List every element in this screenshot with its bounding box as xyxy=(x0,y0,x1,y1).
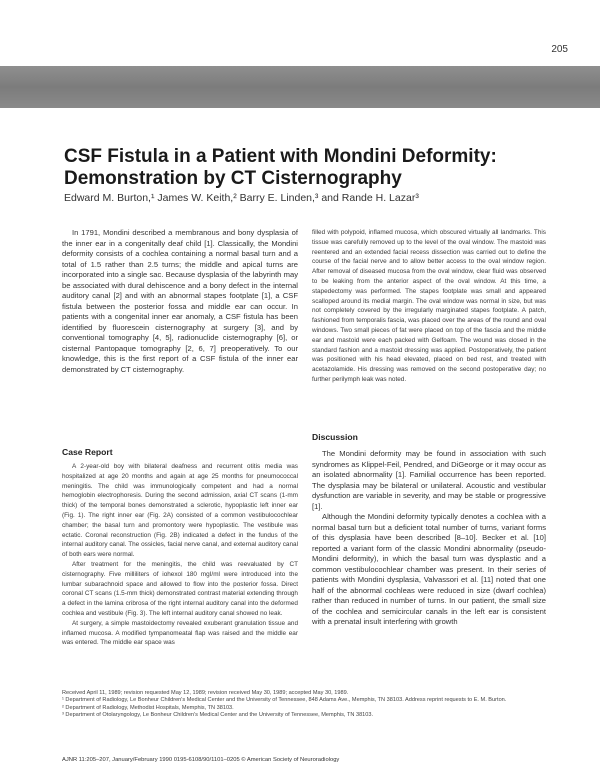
header-band xyxy=(0,66,600,108)
intro-column xyxy=(62,228,298,375)
footnote: ³ Department of Otolaryngology, Le Bonheur Children's Medical Center and the University of Tennessee, Memphis, TN 38103. xyxy=(62,712,374,719)
case-paragraph: A 2-year-old boy with bilateral deafness and recurrent otitis media was hospitalized at age 20 months and again at age 25 months for pneumococcal meningitis. The child was immunologically competent and had a normal hemoglobin electrophoresis. During the second admission, axial CT scans (1-mm thick) of the temporal bones demonstrated a sclerotic, hypoplastic left inner ear (Fig. 1). The right inner ear (Fig. 2A) consisted of a common vestibulocochlear chamber; the basal turn and promontory were hypoplastic. The vestibule was ectatic. Coronal reconstruction (Fig. 2B) indicated a defect in the fundus of the internal auditory canal. The ossicles, facial nerve canal, and external auditory canal of both ears were normal. xyxy=(62,463,298,559)
discussion-paragraph: Although the Mondini deformity typically denotes a cochlea with a normal basal turn but a deficient total number of turns, variant forms of this dysplasia have been described [8–10]. Becker et al. [10] reported a variant form of the classic Mondini abnormality (pseudo-Mondini deformity), in which the basal turn was dysplastic and a common vestibulocochlear chamber was present. In their series of patients with Mondini dysplasia, Valvassori et al. [11] noted that one half of the abnormal cochleas were reduced in size (dwarf cochlea) rather than reduced in number of turns. In our patient, the small size of the cochlea and semicircular canals in the left ear is consistent with a prenatal insult interfering with growth xyxy=(312,512,546,626)
case-report-heading: Case Report xyxy=(62,447,113,457)
authors-line: Edward M. Burton,¹ James W. Keith,² Barry E. Linden,³ and Rande H. Lazar³ xyxy=(64,192,419,204)
intro-paragraph: In 1791, Mondini described a membranous and bony dysplasia of the inner ear in a congenitally deaf child [1]. Classically, the Mondini deformity consists of a cochlea containing a normal basal turn and a total of 1.5 rather than 2.5 turns; the middle and apical turns are incorporated into a single sac. Because dysplasia of the labyrinth may be associated with dural dehiscence and a bony defect in the internal auditory canal [2] and with an abnormal stapes footplate [1], a CSF fistula between the posterior fossa and middle ear can occur. In patients with a congenital inner ear anomaly, a CSF fistula has been identified by fluorescein cisternography at surgery [3], and by conventional tomography [4, 5], radionuclide cisternography [6], or cisternal Pantopaque tomography [2, 6, 7] preoperatively. To our knowledge, this is the first report of a CSF fistula of the inner ear demonstrated by CT cisternography. xyxy=(62,228,298,374)
journal-citation: AJNR 11:205–207, January/February 1990 0195-6108/90/1101–0205 © American Society of Neuroradiology xyxy=(62,757,340,763)
case-report-body xyxy=(62,462,298,648)
article-title: CSF Fistula in a Patient with Mondini Deformity: Demonstration by CT Cisternography xyxy=(64,146,497,189)
discussion-heading: Discussion xyxy=(312,432,358,442)
discussion-body xyxy=(312,449,546,628)
case-paragraph: After treatment for the meningitis, the child was reevaluated by CT cisternography. Five milliliters of iohexol 180 mgI/ml were introduced into the lumbar subarachnoid space and allowed to flow into the posterior fossa. Direct coronal CT scans (1.5-mm thick) demonstrated contrast material extending through a defect in the lamina cribrosa of the right internal auditory canal into the deformed cochlea and vestibule (Fig. 3). The left internal auditory canal showed no leak. xyxy=(62,560,298,617)
footnotes xyxy=(62,690,546,720)
footnote: ² Department of Radiology, Methodist Hospitals, Memphis, TN 38103. xyxy=(62,704,234,711)
footnote: Received April 11, 1989; revision requested May 12, 1989; revision received May 30, 1989; accepted May 30, 1989. xyxy=(62,690,349,696)
continuation-paragraph: filled with polypoid, inflamed mucosa, which obscured virtually all landmarks. This tissue was carefully removed up to the level of the oval window. The mastoid was reentered and an extended facial recess dissection was carried out to define the course of the facial nerve and to allow better access to the oval window region. After removal of diseased mucosa from the oval window, clear fluid was observed to be leaking from the anterior aspect of the oval window. At this time, a stapedectomy was performed. The stapes footplate was small and appeared scalloped around its medial margin. The oval window was normal in size, but was not completely covered by the irregularly marginated stapes footplate. A patch, fashioned from temporalis fascia, was placed over the areas of the round and oval windows. Two small pieces of fat were placed on top of the fascia and the middle ear and mastoid were each packed with Gelfoam. The wound was closed in the standard fashion and a mastoid dressing was applied. Postoperatively, the patient was positioned with his head elevated, placed on bed rest, and treated with acetazolamide. His dressing was removed on the second postoperative day; no further perilymph leak was noted. xyxy=(312,229,546,383)
footnote: ¹ Department of Radiology, Le Bonheur Children's Medical Center and the University of Tennessee, 848 Adams Ave., Memphis, TN 38103. Address reprint requests to E. M. Burton. xyxy=(62,697,507,704)
case-paragraph: At surgery, a simple mastoidectomy revealed exuberant granulation tissue and inflamed mucosa. A modified tympanomeatal flap was raised and the middle ear was entered. The middle ear space was xyxy=(62,619,298,647)
discussion-paragraph: The Mondini deformity may be found in association with such syndromes as Klippel-Feil, Pendred, and DiGeorge or it may occur as an isolated abnormality [1]. Familial occurrence has been reported. The dysplasia may be bilateral or unilateral. Acoustic and vestibular dysfunction are variable in severity, and may be stable or progressive [1]. xyxy=(312,449,546,511)
right-column-continuation xyxy=(312,228,546,385)
page-number: 205 xyxy=(551,44,568,55)
